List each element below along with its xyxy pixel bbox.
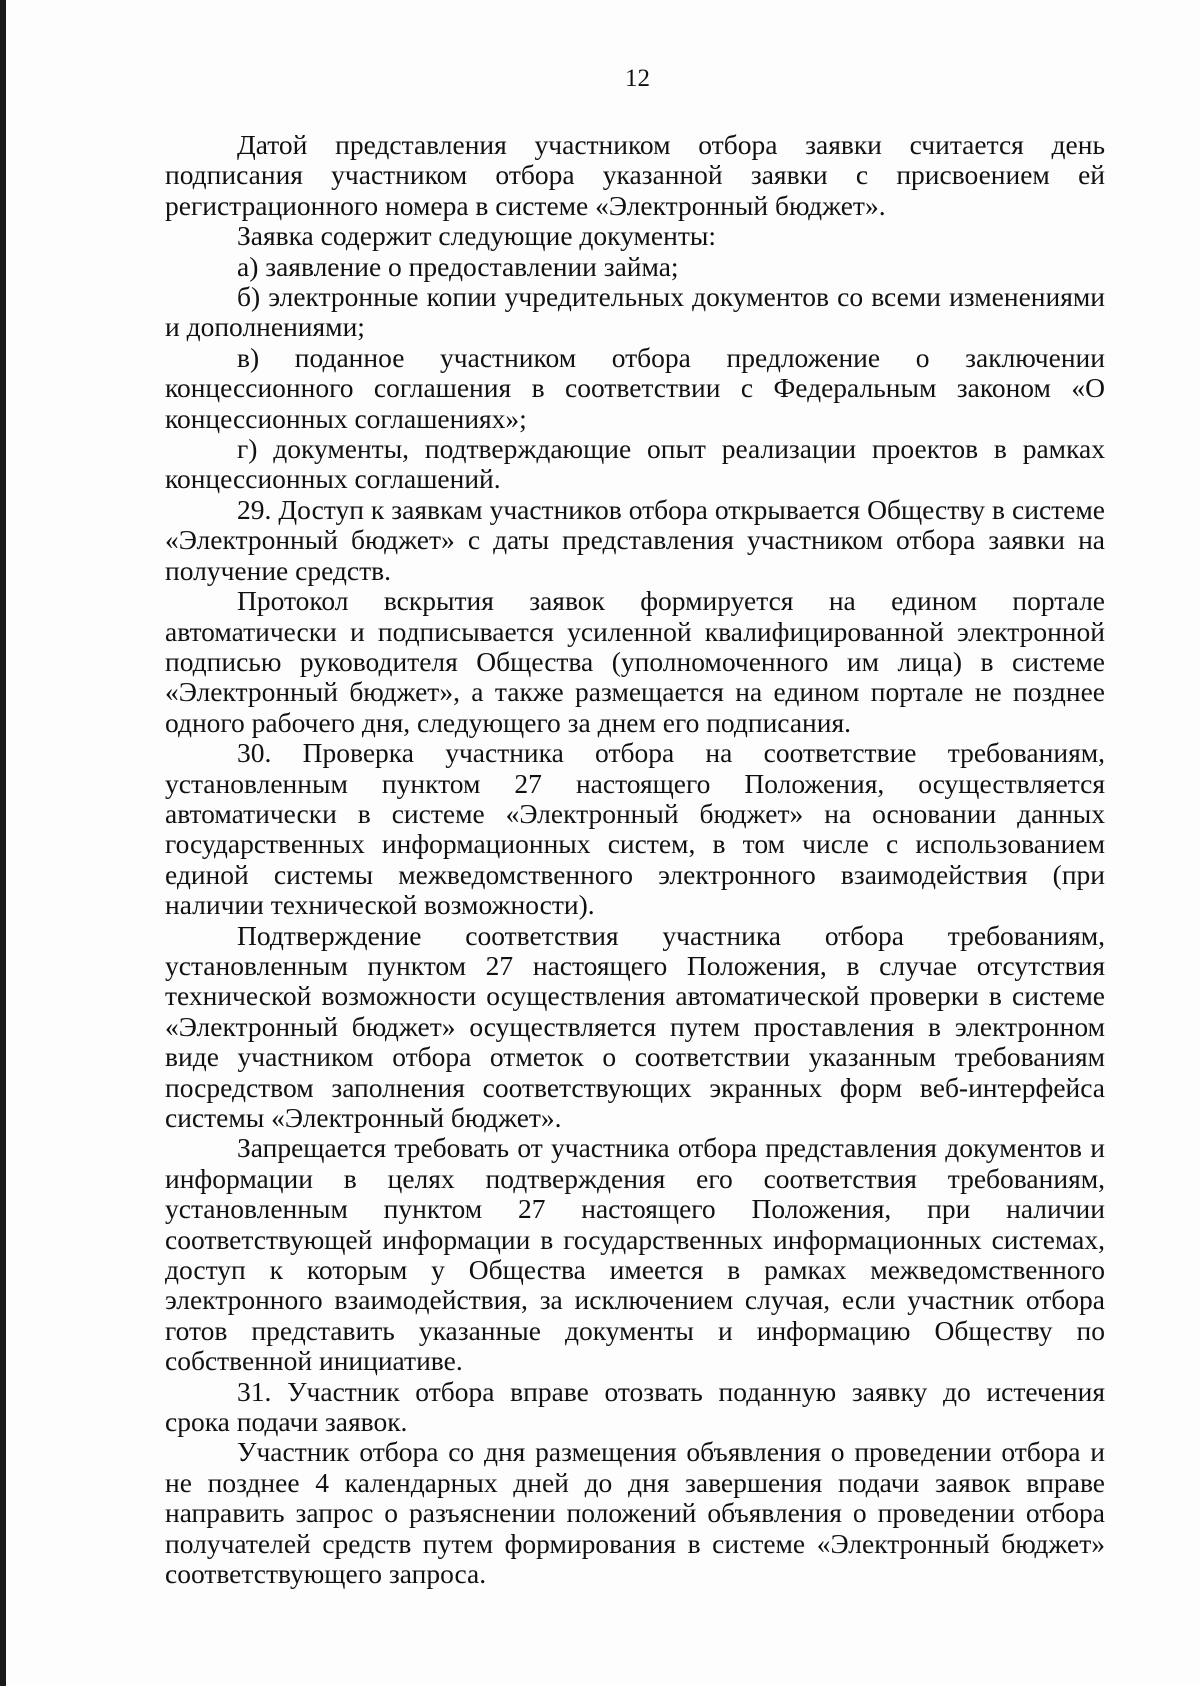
scan-edge	[0, 0, 6, 1686]
paragraph-application-date: Датой представления участником отбора заявки считается день подписания участником отбора указанной заявки с присвоением ей регистрационного номера в системе «Электронный бюджет».	[165, 129, 1105, 221]
paragraph-item-29: 29. Доступ к заявкам участников отбора открывается Обществу в системе «Электронный бюджет» с даты представления участником отбора заявки на получение средств.	[165, 493, 1105, 586]
paragraph-clarification-request: Участник отбора со дня размещения объявления о проведении отбора и не позднее 4 календарных дней до дня завершения подачи заявок вправе направить запрос о разъяснении положений объявления о проведении отбора получателей средств путем формирования в системе «Электронный бюджет» соответствующего запроса.	[165, 1436, 1105, 1590]
list-item-a: а) заявление о предоставлении займа;	[237, 250, 679, 282]
paragraph-item-30: 30. Проверка участника отбора на соответствие требованиям, установленным пунктом 27 настоящего Положения, осуществляется автоматически в системе «Электронный бюджет» на основании данных государственных информационных систем, в том числе с использованием единой системы межведомственного электронного взаимодействия (при наличии технической возможности).	[165, 737, 1105, 921]
paragraph-item-31: 31. Участник отбора вправе отозвать поданную заявку до истечения срока подачи заявок.	[165, 1375, 1105, 1438]
paragraph-opening-protocol: Протокол вскрытия заявок формируется на едином портале автоматически и подписывается усиленной квалифицированной электронной подписью руководителя Общества (уполномоченного им лица) в системе «Электронный бюджет», а также размещается на едином портале не позднее одного рабочего дня, следующего за днем его подписания.	[165, 585, 1105, 738]
document-body	[165, 130, 1105, 1590]
list-item-v: в) поданное участником отбора предложение о заключении концессионного соглашения в соответствии с Федеральным законом «О концессионных соглашениях»;	[165, 341, 1105, 434]
page-number: 12	[625, 65, 650, 92]
list-item-g: г) документы, подтверждающие опыт реализации проектов в рамках концессионных соглашений.	[165, 433, 1105, 495]
paragraph-prohibition: Запрещается требовать от участника отбора представления документов и информации в целях подтверждения его соответствия требованиям, установленным пунктом 27 настоящего Положения, при наличии соответствующей информации в государственных информационных системах, доступ к которым у Общества имеется в рамках межведомственного электронного взаимодействия, за исключением случая, если участник отбора готов представить указанные документы и информацию Обществу по собственной инициативе.	[165, 1132, 1105, 1377]
list-item-b: б) электронные копии учредительных документов со всеми изменениями и дополнениями;	[165, 281, 1105, 343]
paragraph-application-contents: Заявка содержит следующие документы:	[237, 220, 716, 252]
paragraph-compliance-confirmation: Подтверждение соответствия участника отбора требованиям, установленным пунктом 27 настоящего Положения, в случае отсутствия технической возможности осуществления автоматической проверки в системе «Электронный бюджет» осуществляется путем проставления в электронном виде участником отбора отметок о соответствии указанным требованиям посредством заполнения соответствующих экранных форм веб-интерфейса системы «Электронный бюджет».	[165, 919, 1105, 1133]
